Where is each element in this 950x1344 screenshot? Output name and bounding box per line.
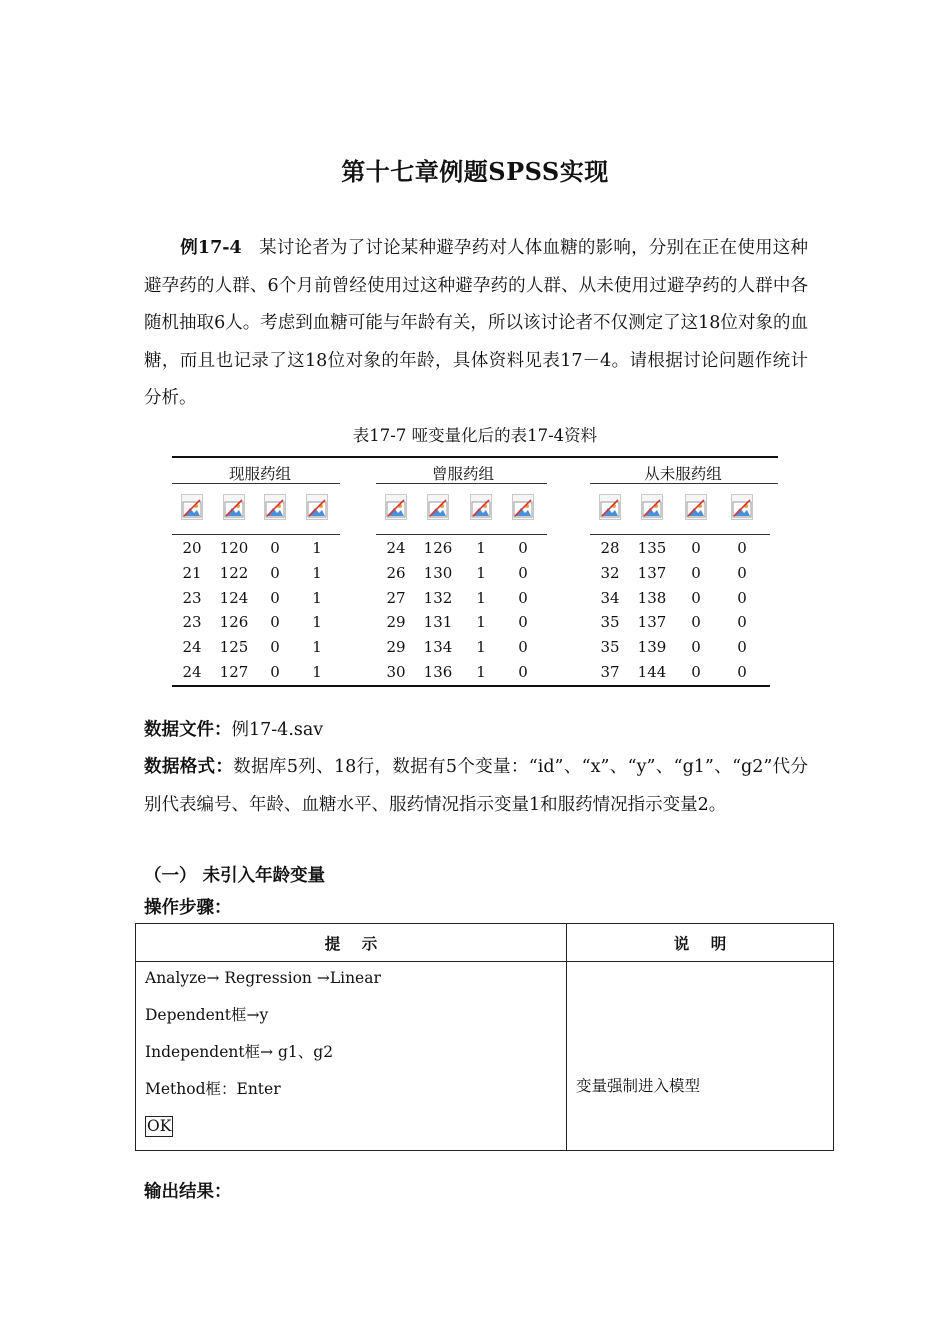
- table-cell: 1: [312, 613, 322, 631]
- broken-image-icon: [306, 494, 328, 520]
- table-cell: 130: [423, 564, 453, 582]
- table-cell: 0: [737, 663, 747, 681]
- table-cell: 0: [691, 638, 701, 656]
- table-cell: 0: [691, 613, 701, 631]
- table-cell: 0: [270, 613, 280, 631]
- table-cell: 0: [737, 564, 747, 582]
- table-cell: 1: [476, 589, 486, 607]
- table-cell: 0: [737, 589, 747, 607]
- table-cell: 125: [219, 638, 249, 656]
- broken-image-icon: [264, 494, 286, 520]
- table-cell: 0: [518, 564, 528, 582]
- table-cell: 1: [312, 564, 322, 582]
- broken-image-icon: [181, 494, 203, 520]
- table-top-rule: [172, 456, 778, 458]
- broken-image-icon: [223, 494, 245, 520]
- steps-head-hint: 提 示: [136, 924, 567, 962]
- table-cell: 0: [737, 539, 747, 557]
- table-cell: 0: [691, 589, 701, 607]
- table-cell: 0: [737, 613, 747, 631]
- data-file-line: [144, 712, 808, 750]
- step-line-dependent: Dependent框→y: [145, 1006, 269, 1024]
- table-cell: 0: [270, 638, 280, 656]
- table-cell: 0: [270, 663, 280, 681]
- table-cell: 34: [600, 589, 620, 607]
- table-cell: 122: [219, 564, 249, 582]
- data-file-label: 数据文件：: [144, 720, 232, 740]
- table-cell: 1: [312, 638, 322, 656]
- operation-steps-table: [135, 923, 834, 1151]
- table-cell: 135: [637, 539, 667, 557]
- table-cell: 1: [312, 663, 322, 681]
- table-cell: 138: [637, 589, 667, 607]
- table-cell: 30: [386, 663, 406, 681]
- steps-label: 操作步骤：: [144, 898, 232, 918]
- section-heading: （一） 未引入年龄变量: [144, 866, 326, 886]
- data-format-paragraph: [144, 749, 808, 824]
- group-header-rule: [376, 483, 547, 484]
- step-line-independent: Independent框→ g1、g2: [145, 1043, 334, 1061]
- table-cell: 35: [600, 613, 620, 631]
- page-title: 第十七章例题SPSS实现: [341, 157, 609, 186]
- broken-image-icon: [685, 494, 707, 520]
- table-cell: 0: [691, 663, 701, 681]
- dummy-variable-table: [172, 456, 778, 688]
- table-cell: 24: [182, 663, 202, 681]
- table-cell: 131: [423, 613, 453, 631]
- table-cell: 26: [386, 564, 406, 582]
- data-format-label: 数据格式：: [144, 757, 234, 777]
- ok-button[interactable]: OK: [147, 1117, 172, 1135]
- table-cell: 0: [518, 589, 528, 607]
- variable-row-rule: [376, 534, 547, 535]
- table-cell: 0: [691, 539, 701, 557]
- table-cell: 24: [182, 638, 202, 656]
- table-cell: 0: [518, 663, 528, 681]
- broken-image-icon: [731, 494, 753, 520]
- table-cell: 21: [182, 564, 202, 582]
- table-cell: 137: [637, 564, 667, 582]
- table-cell: 0: [691, 564, 701, 582]
- table-cell: 120: [219, 539, 249, 557]
- table-cell: 136: [423, 663, 453, 681]
- steps-hint-cell: [136, 962, 567, 1151]
- variable-row-rule: [590, 534, 770, 535]
- table-cell: 0: [518, 539, 528, 557]
- example-paragraph: [144, 230, 808, 418]
- table-cell: 0: [518, 613, 528, 631]
- table-cell: 144: [637, 663, 667, 681]
- group-header: 曾服药组: [431, 465, 494, 483]
- table-cell: 32: [600, 564, 620, 582]
- broken-image-icon: [512, 494, 534, 520]
- table-cell: 132: [423, 589, 453, 607]
- table-cell: 35: [600, 638, 620, 656]
- table-cell: 24: [386, 539, 406, 557]
- table-cell: 139: [637, 638, 667, 656]
- broken-image-icon: [641, 494, 663, 520]
- table-cell: 126: [423, 539, 453, 557]
- group-header-rule: [172, 483, 340, 484]
- group-header-rule: [590, 483, 778, 484]
- step-line-analyze: Analyze→ Regression →Linear: [145, 969, 381, 987]
- step-line-method: Method框：Enter: [145, 1080, 281, 1098]
- table-cell: 0: [518, 638, 528, 656]
- table-cell: 1: [476, 613, 486, 631]
- table-cell: 1: [476, 663, 486, 681]
- table-cell: 23: [182, 613, 202, 631]
- table-cell: 1: [476, 638, 486, 656]
- table-cell: 20: [182, 539, 202, 557]
- data-file-value: 例17-4.sav: [231, 720, 324, 740]
- table-cell: 29: [386, 613, 406, 631]
- table-cell: 29: [386, 638, 406, 656]
- broken-image-icon: [470, 494, 492, 520]
- table-cell: 23: [182, 589, 202, 607]
- steps-explain-cell: [567, 962, 834, 1151]
- broken-image-icon: [427, 494, 449, 520]
- table-cell: 1: [312, 539, 322, 557]
- data-format-value: 数据库5列、18行，数据有5个变量：“id”、“x”、“y”、“g1”、“g2”代分别代表编号、年龄、血糖水平、服药情况指示变量1和服药情况指示变量2。: [144, 757, 808, 815]
- table-cell: 27: [386, 589, 406, 607]
- table-cell: 37: [600, 663, 620, 681]
- steps-note: 变量强制进入模型: [576, 1077, 701, 1095]
- table-cell: 0: [270, 589, 280, 607]
- table-cell: 1: [476, 564, 486, 582]
- table-cell: 0: [270, 539, 280, 557]
- table-cell: 1: [312, 589, 322, 607]
- example-label: 例17-4: [180, 238, 242, 258]
- table-cell: 127: [219, 663, 249, 681]
- table-cell: 126: [219, 613, 249, 631]
- table-cell: 28: [600, 539, 620, 557]
- table-cell: 134: [423, 638, 453, 656]
- table-cell: 124: [219, 589, 249, 607]
- table-cell: 1: [476, 539, 486, 557]
- table-cell: 0: [270, 564, 280, 582]
- variable-row-rule: [172, 534, 340, 535]
- table-cell: 0: [737, 638, 747, 656]
- output-label: 输出结果：: [144, 1182, 232, 1202]
- example-text: 某讨论者为了讨论某种避孕药对人体血糖的影响，分别在正在使用这种避孕药的人群、6个月前曾经使用过这种避孕药的人群、从未使用过避孕药的人群中各随机抽取6人。考虑到血糖可能与年龄有关，所以该讨论者不仅测定了这18位对象的血糖，而且也记录了这18位对象的年龄，具体资料见表17－4。请根据讨论问题作统计分析。: [144, 238, 809, 408]
- table-caption: 表17-7 哑变量化后的表17-4资料: [352, 426, 598, 445]
- group-header: 从未服药组: [644, 465, 722, 483]
- table-cell: 137: [637, 613, 667, 631]
- group-header: 现服药组: [228, 465, 291, 483]
- steps-head-explain: 说 明: [567, 924, 834, 962]
- broken-image-icon: [599, 494, 621, 520]
- table-bottom-rule: [172, 685, 770, 687]
- broken-image-icon: [385, 494, 407, 520]
